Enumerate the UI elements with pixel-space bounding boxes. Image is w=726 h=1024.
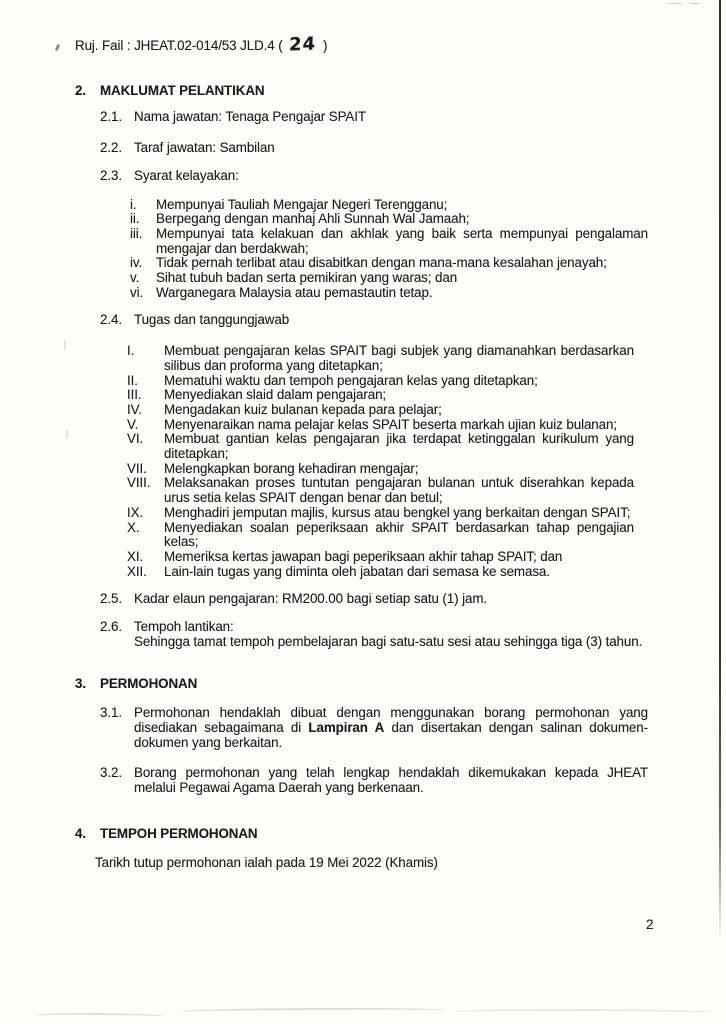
scan-speck [55, 44, 61, 52]
item-number: ii. [130, 211, 140, 227]
document-body [75, 33, 648, 871]
section-title: TEMPOH PERMOHONAN [100, 825, 258, 841]
item-number: VII. [127, 460, 147, 476]
item-text [134, 706, 648, 750]
item-number: X. [127, 519, 140, 535]
item-text: Mempunyai tata kelakuan dan akhlak yang baik serta mempunyai pengalaman mengajar dan berdakwah; [156, 225, 648, 256]
item-number: XII. [127, 563, 147, 579]
lampiran-a-bold: Lampiran A [308, 719, 385, 735]
list-item [127, 506, 634, 521]
list-item [127, 403, 634, 418]
item-text: Taraf jawatan: Sambilan [134, 140, 275, 156]
item-2-5 [100, 592, 648, 607]
scan-bottom-shadow [178, 1007, 448, 1014]
handwritten-number: 24 [288, 33, 317, 56]
item-text: Membuat pengajaran kelas SPAIT bagi subjek yang diamanahkan berdasarkan silibus dan proforma yang ditetapkan; [164, 343, 634, 373]
section-4-heading [75, 827, 648, 842]
item-number: iii. [130, 225, 143, 241]
item-number: 2.6. [100, 619, 122, 635]
qualification-list [75, 198, 648, 301]
item-2-3 [100, 169, 648, 184]
list-item [127, 462, 634, 477]
list-item [130, 212, 648, 227]
list-item [130, 271, 648, 286]
item-text: Lain-lain tugas yang diminta oleh jabatan dari semasa ke semasa. [164, 563, 550, 579]
item-2-6 [100, 620, 648, 649]
item-number: v. [130, 270, 140, 286]
item-text: Membuat gantian kelas pengajaran jika terdapat ketinggalan kurikulum yang ditetapkan; [164, 431, 634, 462]
item-text: Borang permohonan yang telah lengkap hendaklah dikemukakan kepada JHEAT melalui Pegawai Agama Daerah yang berkenaan. [134, 765, 648, 796]
item-2-2 [100, 141, 648, 156]
scan-dash [690, 3, 699, 4]
section-title: MAKLUMAT PELANTIKAN [100, 82, 265, 98]
item-number: I. [127, 343, 135, 359]
item-number: IV. [127, 401, 142, 417]
item-2-1 [100, 110, 648, 125]
section-number: 4. [75, 825, 86, 841]
list-item [130, 286, 648, 301]
item-3-2 [100, 766, 648, 795]
item-text: Tidak pernah terlibat atau disabitkan dengan mana-mana kesalahan jenayah; [156, 255, 607, 271]
item-number: 2.2. [100, 140, 122, 156]
item-3-1 [100, 706, 648, 750]
item-number: vi. [130, 284, 144, 300]
list-item [127, 388, 634, 403]
list-item [127, 432, 634, 461]
item-number: VIII. [127, 475, 151, 491]
item-number: V. [127, 416, 139, 432]
item-number: 3.2. [100, 765, 122, 781]
item-text: Warganegara Malaysia atau pemastautin tetap. [156, 284, 433, 300]
file-reference-text: Ruj. Fail : JHEAT.02-014/53 JLD.4 ( [75, 38, 283, 53]
item-text: Mengadakan kuiz bulanan kepada para pelajar; [164, 401, 442, 417]
item-text [134, 620, 648, 649]
item-number: i. [130, 196, 137, 212]
scan-bottom-shadow [35, 1013, 165, 1020]
item-text: Mempunyai Tauliah Mengajar Negeri Terengganu; [156, 196, 448, 212]
item-number: 2.5. [100, 591, 122, 607]
item-text: Syarat kelayakan: [134, 167, 239, 183]
item-number: 3.1. [100, 705, 122, 721]
item-text: Kadar elaun pengajaran: RM200.00 bagi setiap satu (1) jam. [134, 591, 487, 607]
section-title: PERMOHONAN [100, 675, 198, 691]
item-text: Tugas dan tanggungjawab [134, 312, 290, 328]
item-text: Menyediakan soalan peperiksaan akhir SPAIT berdasarkan tahap pengajian kelas; [164, 519, 634, 550]
section-3-heading [75, 677, 648, 692]
list-item [127, 344, 634, 373]
item-text: Menyenaraikan nama pelajar kelas SPAIT beserta markah ujian kuiz bulanan; [164, 416, 617, 432]
scan-dash [668, 3, 682, 4]
duties-list [75, 344, 648, 579]
item-number: VI. [127, 431, 144, 447]
list-item [127, 550, 634, 565]
section-number: 3. [75, 675, 86, 691]
item-number: II. [127, 372, 138, 388]
item-text: Memeriksa kertas jawapan bagi peperiksaan akhir tahap SPAIT; dan [164, 548, 563, 564]
scan-smudge [66, 430, 68, 438]
item-text-after: dan disertakan dengan salinan dokumen-dokumen yang berkaitan. [134, 719, 648, 750]
scan-bottom-shadow [455, 1009, 715, 1016]
item-text-before: Permohonan hendaklah dibuat dengan menggunakan borang permohonan yang disediakan sebagaimana di [134, 705, 648, 735]
item-number: IX. [127, 504, 144, 520]
section-number: 2. [75, 82, 86, 98]
item-number: III. [127, 387, 142, 403]
list-item [130, 256, 648, 271]
item-number: 2.3. [100, 167, 122, 183]
item-text: Menyediakan slaid dalam pengajaran; [164, 387, 387, 403]
item-text: Nama jawatan: Tenaga Pengajar SPAIT [134, 109, 366, 125]
item-number: 2.4. [100, 312, 122, 328]
file-reference-line [75, 33, 648, 56]
file-reference-close: ) [322, 38, 328, 53]
item-number: iv. [130, 255, 143, 271]
list-item [130, 198, 648, 213]
item-text: Sihat tubuh badan serta pemikiran yang waras; dan [156, 270, 458, 286]
item-number: 2.1. [100, 109, 122, 125]
item-text: Berpegang dengan manhaj Ahli Sunnah Wal Jamaah; [156, 211, 470, 227]
item-text: Melengkapkan borang kehadiran mengajar; [164, 460, 419, 476]
list-item [127, 418, 634, 433]
item-text: Mematuhi waktu dan tempoh pengajaran kelas yang ditetapkan; [164, 372, 538, 388]
list-item [127, 374, 634, 389]
list-item [127, 521, 634, 550]
item-2-4 [100, 313, 648, 328]
scan-smudge [64, 340, 66, 350]
list-item [127, 476, 634, 505]
item-label: Tempoh lantikan: [134, 619, 234, 635]
item-text: Melaksanakan proses tuntutan pengajaran bulanan untuk diserahkan kepada urus setia kelas SPAIT dengan benar dan betul; [164, 475, 634, 506]
list-item [127, 565, 634, 580]
closing-date-line: Tarikh tutup permohonan ialah pada 19 Mei 2022 (Khamis) [95, 855, 438, 871]
page-number: 2 [646, 917, 654, 932]
item-body: Sehingga tamat tempoh pembelajaran bagi satu-satu sesi atau sehingga tiga (3) tahun. [134, 633, 643, 649]
section-2-heading [75, 84, 648, 99]
item-text: Menghadiri jemputan majlis, kursus atau bengkel yang berkaitan dengan SPAIT; [164, 504, 631, 520]
list-item [130, 227, 648, 256]
scan-edge-line [719, 0, 721, 940]
item-number: XI. [127, 548, 144, 564]
